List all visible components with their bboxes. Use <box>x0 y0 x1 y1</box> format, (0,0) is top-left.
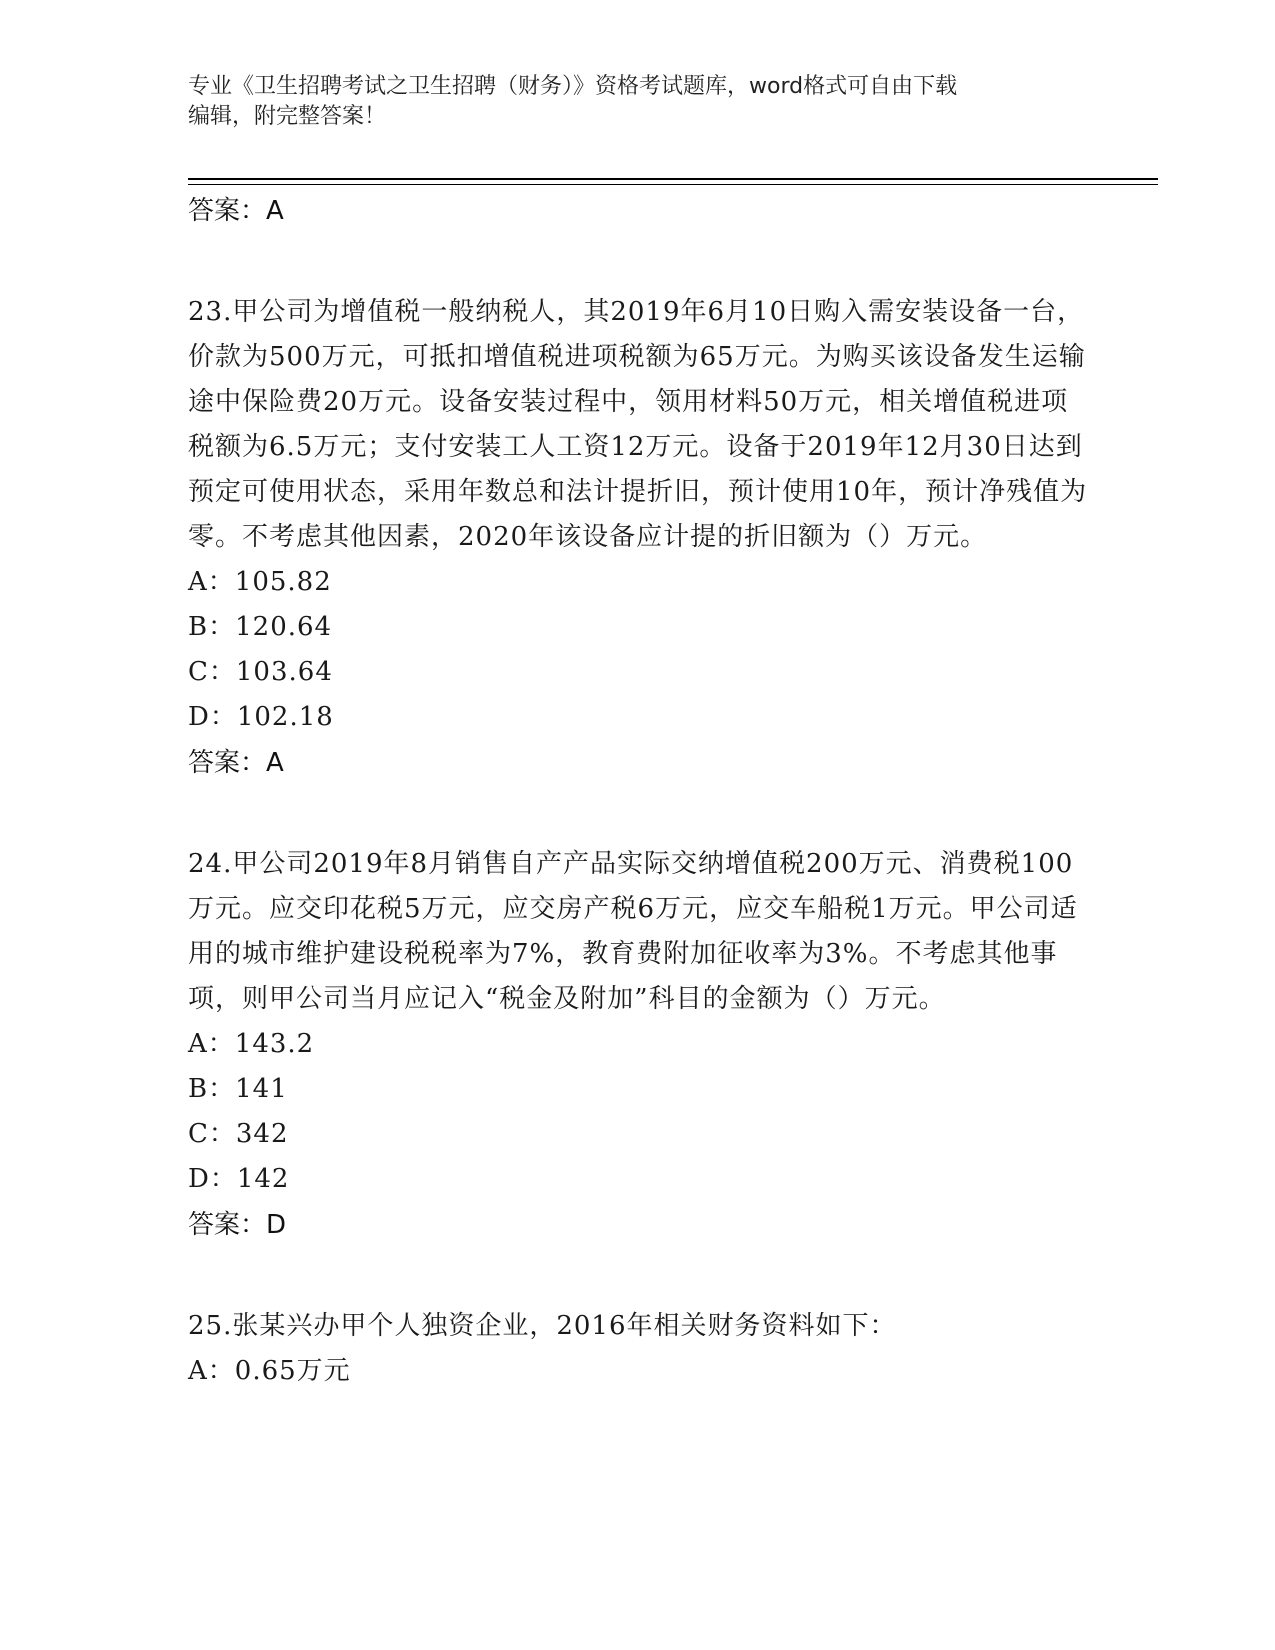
header-line-1: 专业《卫生招聘考试之卫生招聘（财务）》资格考试题库，word格式可自由下载 <box>188 74 958 99</box>
option-b: B：141 <box>188 1074 288 1104</box>
header-line-2: 编辑，附完整答案！ <box>188 104 387 129</box>
question-25 <box>188 1304 1088 1394</box>
header-rule-thick <box>188 178 1158 180</box>
option-d: D：142 <box>188 1164 290 1194</box>
option-a: A：105.82 <box>188 567 332 597</box>
option-d: D：102.18 <box>188 702 334 732</box>
document-header <box>188 72 1088 132</box>
option-c: C：103.64 <box>188 657 333 687</box>
option-a: A：143.2 <box>188 1029 315 1059</box>
option-a: A：0.65万元 <box>188 1356 351 1386</box>
question-stem: 23.甲公司为增值税一般纳税人，其2019年6月10日购入需安装设备一台，价款为500万元，可抵扣增值税进项税额为65万元。为购买该设备发生运输途中保险费20万元。设备安装过程中，领用材料50万元，相关增值税进项税额为6.5万元；支付安装工人工资12万元。设备于2019年12月30日达到预定可使用状态，采用年数总和法计提折旧，预计使用10年，预计净残值为零。不考虑其他因素，2020年该设备应计提的折旧额为（）万元。 <box>188 297 1088 552</box>
question-list <box>188 188 1088 1394</box>
answer-line-prev: 答案：A <box>188 196 284 226</box>
answer-line: 答案：D <box>188 1210 287 1240</box>
question-stem: 24.甲公司2019年8月销售自产产品实际交纳增值税200万元、消费税100万元。应交印花税5万元，应交房产税6万元，应交车船税1万元。甲公司适用的城市维护建设税税率为7%，教育费附加征收率为3%。不考虑其他事项，则甲公司当月应记入“税金及附加”科目的金额为（）万元。 <box>188 849 1078 1014</box>
header-rule-thin <box>188 184 1158 185</box>
question-stem: 25.张某兴办甲个人独资企业，2016年相关财务资料如下： <box>188 1311 897 1341</box>
option-c: C：342 <box>188 1119 289 1149</box>
question-24 <box>188 842 1088 1248</box>
question-23 <box>188 290 1088 786</box>
answer-line: 答案：A <box>188 748 284 778</box>
option-b: B：120.64 <box>188 612 333 642</box>
